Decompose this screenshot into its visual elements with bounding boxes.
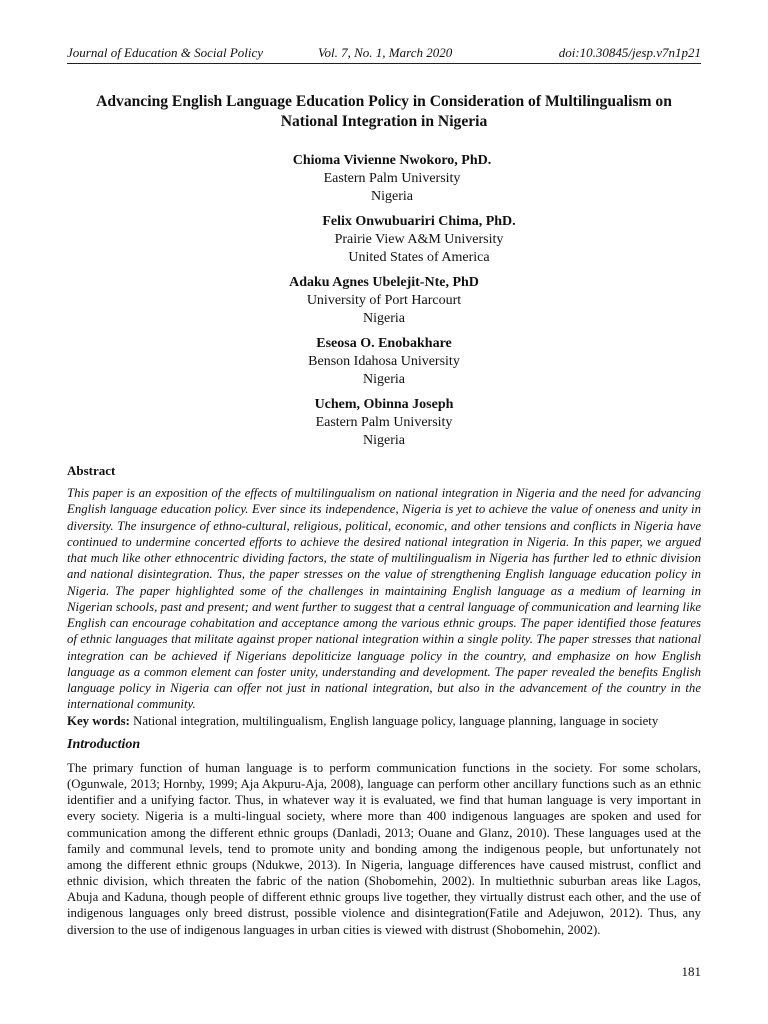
author-list [67, 152, 701, 457]
author-block [67, 274, 701, 328]
author-name: Eseosa O. Enobakhare [316, 336, 452, 351]
abstract-text: This paper is an exposition of the effects of multilingualism on national integration in Nigeria and the need for advancing English language education policy. Ever since its independence, Nigeria is yet to achieve the value of oneness and unity in diversity. The insurgence of ethno-cultural, religious, political, economic, and other tensions and conflicts in Nigeria have continued to undermine concerted efforts to achieve the desired national integration in Nigeria. In this paper, we argued that much like other ethnocentric dividing factors, the state of multilingualism in Nigeria has further led to ethnic division and national disintegration. Thus, the paper stresses on the value of strengthening English language education policy in Nigeria. The paper highlighted some of the challenges in maintaining English language as a medium of learning in Nigerian schools, past and present; and went further to suggest that a central language of communication and learning like English can encourage cohabitation and acceptance among the various ethnic groups. The paper identified those features of ethnic languages that militate against proper national integration within a single polity. The paper stresses that national integration can be achieved if Nigerians depoliticize language policy in the country, and emphasize on how English language as a common element can foster unity, understanding and development. The paper revealed the benefits English language policy in Nigeria can offer not just in national integration, but also in the advancement of the country in the international community. [67, 486, 701, 712]
author-country: Nigeria [363, 433, 405, 448]
author-name: Felix Onwubuariri Chima, PhD. [322, 214, 516, 229]
author-affiliation: University of Port Harcourt [306, 293, 462, 308]
keywords [67, 713, 701, 729]
introduction-text: The primary function of human language is to perform communication functions in the society. For some scholars, (Ogunwale, 2013; Hornby, 1999; Aja Akpuru-Aja, 2008), language can perform other ancillary functions such as an ethnic identifier and a unifying factor. Thus, in whatever way it is evaluated, we find that human language is very important in every society. Nigeria is a multi-lingual society, where more than 400 indigenous languages are spoken and used for communication among the different ethnic groups (Danladi, 2013; Ouane and Glanz, 2010). These languages used at the family and communal levels, tend to promote unity and bonding among the indigenous people, but unfortunately not among the different ethnic groups (Ndukwe, 2013). In Nigeria, language differences have caused mistrust, conflict and ethnic division, which threaten the fabric of the nation (Shobomehin, 2002). In multiethnic suburban areas like Lagos, Abuja and Kaduna, though people of different ethnic groups live together, they virtually distrust each other, and the use of indigenous languages only breed distrust, possible violence and disintegration(Fatile and Adejuwon, 2012). Thus, any diversion to the use of indigenous languages in urban cities is viewed with distrust (Shobomehin, 2002). [67, 761, 701, 937]
journal-name: Journal of Education & Social Policy [67, 45, 264, 60]
keywords-label: Key words: [67, 714, 134, 728]
author-country: Nigeria [371, 189, 413, 204]
doi: doi:10.30845/jesp.v7n1p21 [558, 45, 701, 60]
author-affiliation: Eastern Palm University [315, 415, 453, 430]
author-block [75, 152, 709, 206]
abstract-heading: Abstract [67, 463, 116, 478]
header-rule [67, 63, 701, 64]
author-affiliation: Benson Idahosa University [308, 354, 460, 369]
author-block [102, 213, 736, 267]
volume-info: Vol. 7, No. 1, March 2020 [318, 45, 453, 60]
author-country: Nigeria [363, 372, 405, 387]
author-block [67, 396, 701, 450]
author-name: Adaku Agnes Ubelejit-Nte, PhD [289, 275, 479, 290]
introduction-heading: Introduction [67, 737, 141, 752]
author-block [67, 335, 701, 389]
author-affiliation: Prairie View A&M University [334, 232, 504, 247]
author-country: United States of America [348, 250, 490, 265]
author-affiliation: Eastern Palm University [323, 171, 461, 186]
author-country: Nigeria [363, 311, 405, 326]
keywords-text: National integration, multilingualism, English language policy, language planning, language in society [133, 714, 659, 728]
paper-title: Advancing English Language Education Policy in Consideration of Multilingualism on National Integration in Nigeria [96, 93, 672, 130]
author-name: Uchem, Obinna Joseph [314, 397, 454, 412]
author-name: Chioma Vivienne Nwokoro, PhD. [292, 153, 492, 168]
page-number: 181 [681, 964, 701, 979]
